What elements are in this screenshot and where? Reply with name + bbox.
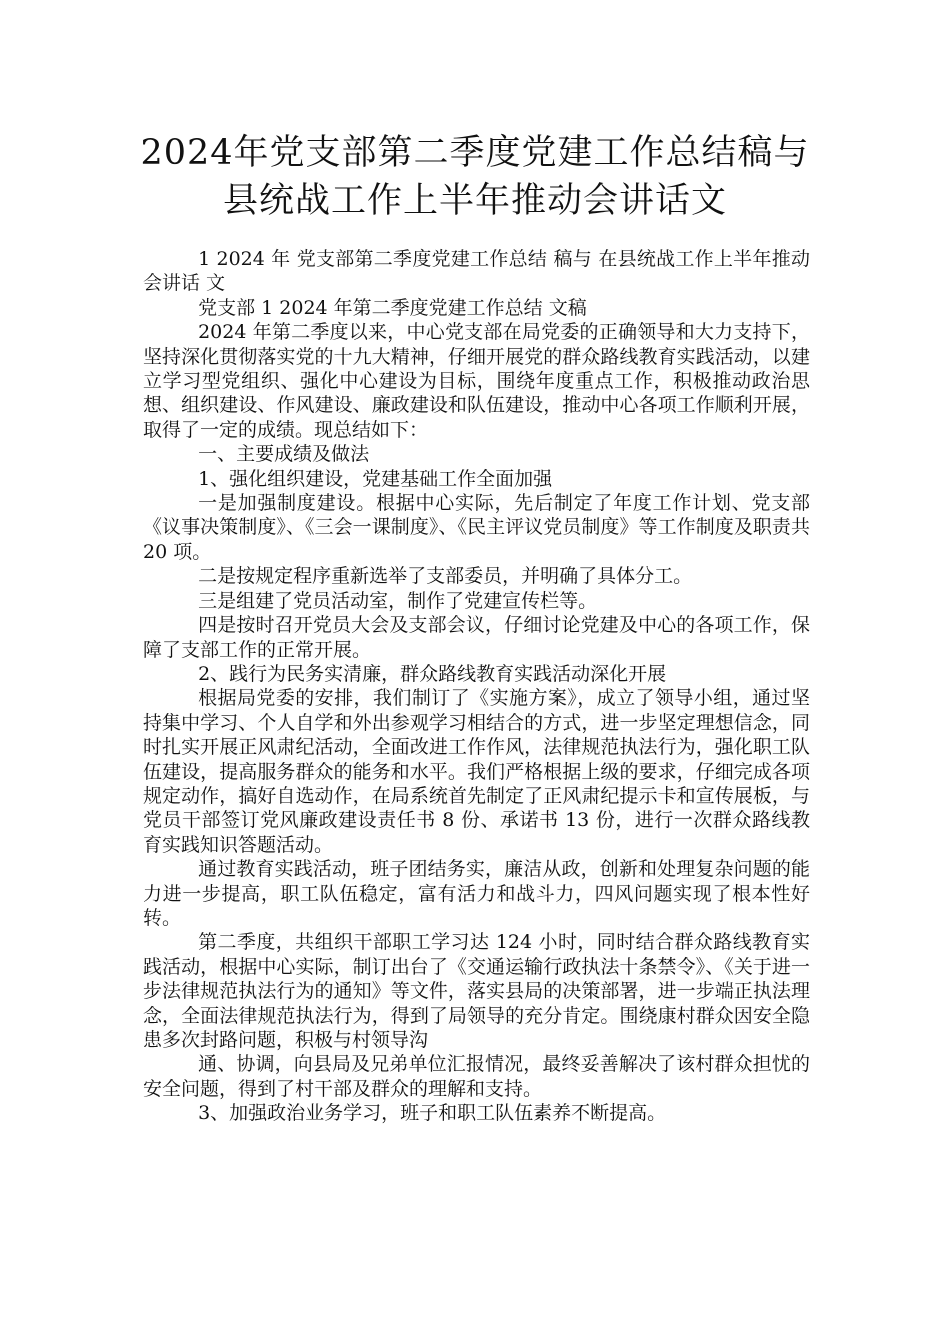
paragraph: 三是组建了党员活动室，制作了党建宣传栏等。 [198,589,598,612]
subsection-heading: 1、强化组织建设，党建基础工作全面加强 [198,467,553,490]
paragraph: 二是按规定程序重新选举了支部委员，并明确了具体分工。 [198,565,693,588]
paragraph: 1 2024 年 党支部第二季度党建工作总结 稿与 在县统战工作上半年推动会讲话 文 [143,248,810,295]
paragraph: 第二季度，共组织干部职工学习达 124 小时，同时结合群众路线教育实践活动，根据中心实际，制订出台了《交通运输行政执法十条禁令》、《关于进一步法律规范执法行为的通知》等文件，落实县局的决策部署，进一步端正执法理念，全面法律规范执法行为，得到了局领导的充分肯定。围绕康村群众因安全隐患多次封路问题，积极与村领导沟 [143,931,810,1051]
paragraph: 根据局党委的安排，我们制订了《实施方案》，成立了领导小组，通过坚持集中学习、个人自学和外出参观学习相结合的方式，进一步坚定理想信念，同时扎实开展正风肃纪活动，全面改进工作作风，法律规范执法行为，强化职工队伍建设，提高服务群众的能务和水平。我们严格根据上级的要求，仔细完成各项规定动作，搞好自选动作，在局系统首先制定了正风肃纪提示卡和宣传展板，与党员干部签订党风廉政建设责任书 8 份、承诺书 13 份，进行一次群众路线教育实践知识答题活动。 [143,687,810,856]
section-heading: 一、主要成绩及做法 [198,443,370,466]
paragraph: 党支部 1 2024 年第二季度党建工作总结 文稿 [198,296,587,319]
paragraph: 2024 年第二季度以来，中心党支部在局党委的正确领导和大力支持下，坚持深化贯彻落实党的十九大精神，仔细开展党的群众路线教育实践活动，以建立学习型党组织、强化中心建设为目标，围绕年度重点工作，积极推动政治思想、组织建设、作风建设、廉政建设和队伍建设，推动中心各项工作顺利开展，取得了一定的成绩。现总结如下： [143,321,810,441]
paragraph: 通过教育实践活动，班子团结务实，廉洁从政，创新和处理复杂问题的能力进一步提高，职工队伍稳定，富有活力和战斗力，四风问题实现了根本性好转。 [143,858,810,929]
paragraph: 四是按时召开党员大会及支部会议，仔细讨论党建及中心的各项工作，保障了支部工作的正常开展。 [143,614,810,661]
document-body [143,247,810,1126]
subsection-heading: 2、践行为民务实清廉，群众路线教育实践活动深化开展 [198,662,667,685]
document-title-line-1: 2024年党支部第二季度党建工作总结稿与 [140,133,810,173]
paragraph: 一是加强制度建设。根据中心实际，先后制定了年度工作计划、党支部《议事决策制度》、《三会一课制度》、《民主评议党员制度》等工作制度及职责共 20 项。 [143,492,810,563]
paragraph: 通、协调，向县局及兄弟单位汇报情况，最终妥善解决了该村群众担忧的安全问题，得到了村干部及群众的理解和支持。 [143,1053,810,1100]
subsection-heading: 3、加强政治业务学习，班子和职工队伍素养不断提高。 [198,1102,667,1125]
document-title-line-2: 县统战工作上半年推动会讲话文 [222,181,727,221]
